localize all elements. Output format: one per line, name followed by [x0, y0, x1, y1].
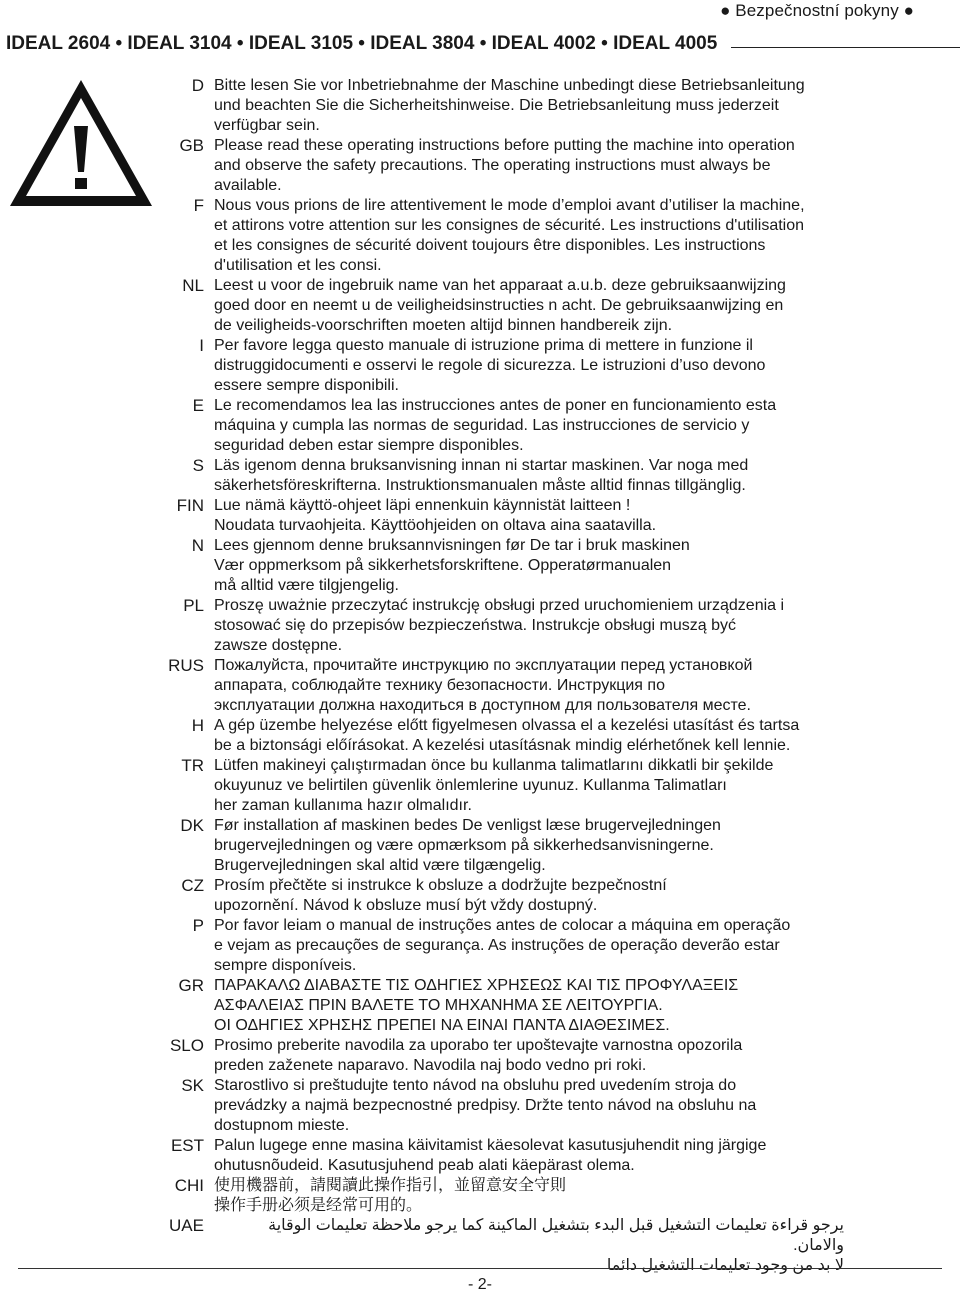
language-code: I: [199, 336, 204, 355]
language-code: FIN: [176, 496, 204, 515]
entry-p: [0, 916, 960, 976]
instruction-text: [214, 596, 874, 656]
language-code: N: [191, 536, 204, 555]
entry-slo: [0, 1036, 960, 1076]
entry-e: [0, 396, 960, 456]
language-code: P: [192, 916, 204, 935]
instruction-text: [214, 1136, 874, 1176]
language-code: UAE: [169, 1216, 204, 1235]
text-line: Prosimo preberite navodila za uporabo ter upoštevajte varnostna opozorila: [214, 1037, 743, 1054]
text-line: Пожалуйста, прочитайте инструкцию по эксплуатации перед установкой: [214, 657, 753, 674]
language-code: TR: [181, 756, 204, 775]
page-header: [6, 30, 960, 58]
entry-rus: [0, 656, 960, 716]
language-code: EST: [170, 1136, 204, 1155]
text-line: be a biztonsági előírásokat. A kezelési utasításnak mindig elérhetőnek kell lennie.: [214, 737, 791, 754]
language-code: GR: [178, 976, 204, 995]
text-line: Før installation af maskinen bedes De venligst læse brugervejledningen: [214, 817, 721, 834]
text-line: Vær oppmerksom på sikkerhetsforskriftene. Opperatørmanualen: [214, 557, 672, 574]
text-line: аппарата, соблюдайте технику безопасности. Инструкция по: [214, 677, 665, 694]
text-line: ΑΣΦΑΛΕΙΑΣ ΠΡΙΝ ΒΑΛΕΤΕ ΤΟ ΜΗΧΑΝΗΜΑ ΣΕ ΛΕΙΤΟΥΡΓΙΑ.: [214, 997, 663, 1014]
text-line: d'utilisation et les consi.: [214, 257, 382, 274]
instruction-text: [214, 1176, 874, 1216]
text-line: Palun lugege enne masina käivitamist käesolevat kasutusjuhendit ning järgige: [214, 1137, 767, 1154]
text-line: dostupnom mieste.: [214, 1117, 350, 1134]
language-code: NL: [182, 276, 204, 295]
text-line: ΠΑΡΑΚΑΛΩ ΔΙΑΒΑΣΤΕ ΤΙΣ ΟΔΗΓΙΕΣ ΧΡΗΣΕΩΣ ΚΑΙ ΤΙΣ ΠΡΟΦΥΛΑΞΕΙΣ: [214, 977, 739, 994]
instruction-text: [214, 456, 874, 496]
text-line: Bitte lesen Sie vor Inbetriebnahme der Maschine unbedingt diese Betriebsanleitung: [214, 77, 805, 94]
text-line: Lue nämä käyttö-ohjeet läpi ennenkuin käynnistät laitteen !: [214, 497, 631, 514]
text-line: 操作手册必须是经常可用的。: [214, 1197, 423, 1214]
instruction-text: [214, 1036, 874, 1076]
text-line: brugervejledningen og være opmærksom på sikkerhedsanvisningerne.: [214, 837, 714, 854]
instruction-text: [214, 716, 874, 756]
text-line: Por favor leiam o manual de instruções antes de colocar a máquina em operação: [214, 917, 791, 934]
entry-i: [0, 336, 960, 396]
text-line: Proszę uważnie przeczytać instrukcję obsługi przed uruchomieniem urządzenia i: [214, 597, 785, 614]
text-line: máquina y cumpla las normas de seguridad. Las instrucciones de servicio y: [214, 417, 750, 434]
text-line: Le recomendamos lea las instrucciones antes de poner en funcionamiento esta: [214, 397, 777, 414]
instruction-text: [214, 916, 874, 976]
text-line: Prosím přečtěte si instrukce k obsluze a dodržujte bezpečnostní: [214, 877, 667, 894]
entry-est: [0, 1136, 960, 1176]
language-code: S: [192, 456, 204, 475]
text-line: distruggidocumenti e osservi le regole di sicurezza. Le istruzioni d’uso devono: [214, 357, 766, 374]
text-line: verfügbar sein.: [214, 117, 320, 134]
page-number: - 2-: [468, 1276, 492, 1293]
text-line: goed door en neemt u de veiligheidsinstructies n acht. De gebruiksaanwijzing en: [214, 297, 784, 314]
entry-fin: [0, 496, 960, 536]
text-line: må alltid være tilgjengelig.: [214, 577, 399, 594]
text-line: preden zaženete naparavo. Navodila naj bodo vedno pri roki.: [214, 1057, 647, 1074]
entry-d: [0, 76, 960, 136]
instruction-text: [214, 336, 874, 396]
language-code: PL: [183, 596, 204, 615]
entry-gr: [0, 976, 960, 1036]
text-line: de veiligheids-voorschriften moeten altijd binnen handbereik zijn.: [214, 317, 673, 334]
text-line: available.: [214, 177, 282, 194]
instruction-text: [214, 536, 874, 596]
entry-h: [0, 716, 960, 756]
language-code: RUS: [168, 656, 204, 675]
text-line: seguridad deben estar siempre disponibles.: [214, 437, 524, 454]
text-line: ΟΙ ΟΔΗΓΙΕΣ ΧΡΗΣΗΣ ΠΡΕΠΕΙ ΝΑ ΕΙΝΑΙ ΠΑΝΤΑ ΔΙΑΘΕΣΙΜΕΣ.: [214, 1017, 670, 1034]
text-line: Leest u voor de ingebruik name van het apparaat a.u.b. deze gebruiksaanwijzing: [214, 277, 786, 294]
safety-instructions: [0, 76, 960, 1276]
text-line: and observe the safety precautions. The operating instructions must always be: [214, 157, 771, 174]
text-line: Läs igenom denna bruksanvisning innan ni startar maskinen. Var noga med: [214, 457, 749, 474]
entry-uae: [0, 1216, 960, 1276]
text-line: эксплуатации должна находиться в доступном для пользователя месте.: [214, 697, 751, 714]
text-line: لا بد من وجود تعليمات التشغيل دائما: [606, 1257, 844, 1274]
instruction-text: [214, 876, 874, 916]
text-line: Noudata turvaohjeita. Käyttöohjeiden on oltava aina saatavilla.: [214, 517, 657, 534]
language-code: SK: [181, 1076, 204, 1095]
text-line: upozornění. Návod k obsluze musí být vždy dostupný.: [214, 897, 598, 914]
text-line: et les consignes de sécurité doivent toujours être disponibles. Les instructions: [214, 237, 766, 254]
language-code: F: [193, 196, 204, 215]
entry-cz: [0, 876, 960, 916]
text-line: Lees gjennom denne bruksannvisningen før De tar i bruk maskinen: [214, 537, 690, 554]
text-line: Brugervejledningen skal altid være tilgængelig.: [214, 857, 546, 874]
language-code: GB: [179, 136, 204, 155]
instruction-text: [214, 816, 874, 876]
instruction-text: [214, 196, 874, 276]
language-code: D: [191, 76, 204, 95]
text-line: und beachten Sie die Sicherheitshinweise. Die Betriebsanleitung muss jederzeit: [214, 97, 779, 114]
entry-tr: [0, 756, 960, 816]
language-code: DK: [180, 816, 204, 835]
language-code: SLO: [169, 1036, 204, 1055]
instruction-text: [214, 1216, 844, 1276]
header-rule: [731, 47, 960, 48]
language-code: CZ: [181, 876, 204, 895]
text-line: Lütfen makineyi çalıştırmadan önce bu kullanma talimatlarını dikkatli bir şekilde: [214, 757, 774, 774]
text-line: essere sempre disponibili.: [214, 377, 399, 394]
footer-rule: [18, 1268, 942, 1269]
entry-dk: [0, 816, 960, 876]
section-title: ● Bezpečnostní pokyny ●: [720, 1, 914, 20]
instruction-text: [214, 76, 874, 136]
text-line: zawsze dostępne.: [214, 637, 343, 654]
text-line: Starostlivo si preštudujte tento návod na obsluhu pred uvedením stroja do: [214, 1077, 737, 1094]
language-code: H: [191, 716, 204, 735]
entry-sk: [0, 1076, 960, 1136]
entry-s: [0, 456, 960, 496]
entry-chi: [0, 1176, 960, 1216]
entry-n: [0, 536, 960, 596]
entry-gb: [0, 136, 960, 196]
instruction-text: [214, 136, 874, 196]
text-line: Please read these operating instructions before putting the machine into operation: [214, 137, 795, 154]
text-line: Nous vous prions de lire attentivement le mode d’emploi avant d’utiliser la machine,: [214, 197, 805, 214]
instruction-text: [214, 756, 874, 816]
text-line: A gép üzembe helyezése előtt figyelmesen olvassa el a kezelési utasítást és tartsa: [214, 717, 800, 734]
text-line: et attirons votre attention sur les consignes de sécurité. Les instructions d'utilisation: [214, 217, 805, 234]
instruction-text: [214, 276, 874, 336]
entry-f: [0, 196, 960, 276]
text-line: her zaman kullanıma hazır olmalıdır.: [214, 797, 472, 814]
text-line: 使用機器前，請閱讀此操作指引，並留意安全守則: [214, 1177, 567, 1194]
text-line: okuyunuz ve belirtilen güvenlik önlemlerine uyunuz. Kullanma Talimatları: [214, 777, 727, 794]
text-line: e vejam as precauções de segurança. As instruções de operação deverão estar: [214, 937, 780, 954]
instruction-text: [214, 496, 874, 536]
entry-pl: [0, 596, 960, 656]
entry-nl: [0, 276, 960, 336]
text-line: stosować się do przepisów bezpieczeństwa. Instrukcje obsługi muszą być: [214, 617, 737, 634]
text-line: prevádzky a najmä bezpecnostné predpisy. Držte tento návod na obsluhu na: [214, 1097, 757, 1114]
text-line: Per favore legga questo manuale di istruzione prima di mettere in funzione il: [214, 337, 753, 354]
model-list: IDEAL 2604 • IDEAL 3104 • IDEAL 3105 • IDEAL 3804 • IDEAL 4002 • IDEAL 4005: [6, 33, 718, 54]
text-line: ohutusnõudeid. Kasutusjuhend peab alati käepärast olema.: [214, 1157, 635, 1174]
instruction-text: [214, 396, 874, 456]
instruction-text: [214, 1076, 874, 1136]
instruction-text: [214, 976, 874, 1036]
text-line: sempre disponíveis.: [214, 957, 357, 974]
instruction-text: [214, 656, 874, 716]
text-line: säkerhetsföreskrifterna. Instruktionsmanualen måste alltid finnas tillgänglig.: [214, 477, 746, 494]
text-line: يرجو قراءة تعليمات التشغيل قبل البدء بتشغيل الماكينة كما يرجو ملاحظة تعليمات الوقاية والامان.: [268, 1217, 844, 1254]
language-code: CHI: [174, 1176, 204, 1195]
language-code: E: [192, 396, 204, 415]
